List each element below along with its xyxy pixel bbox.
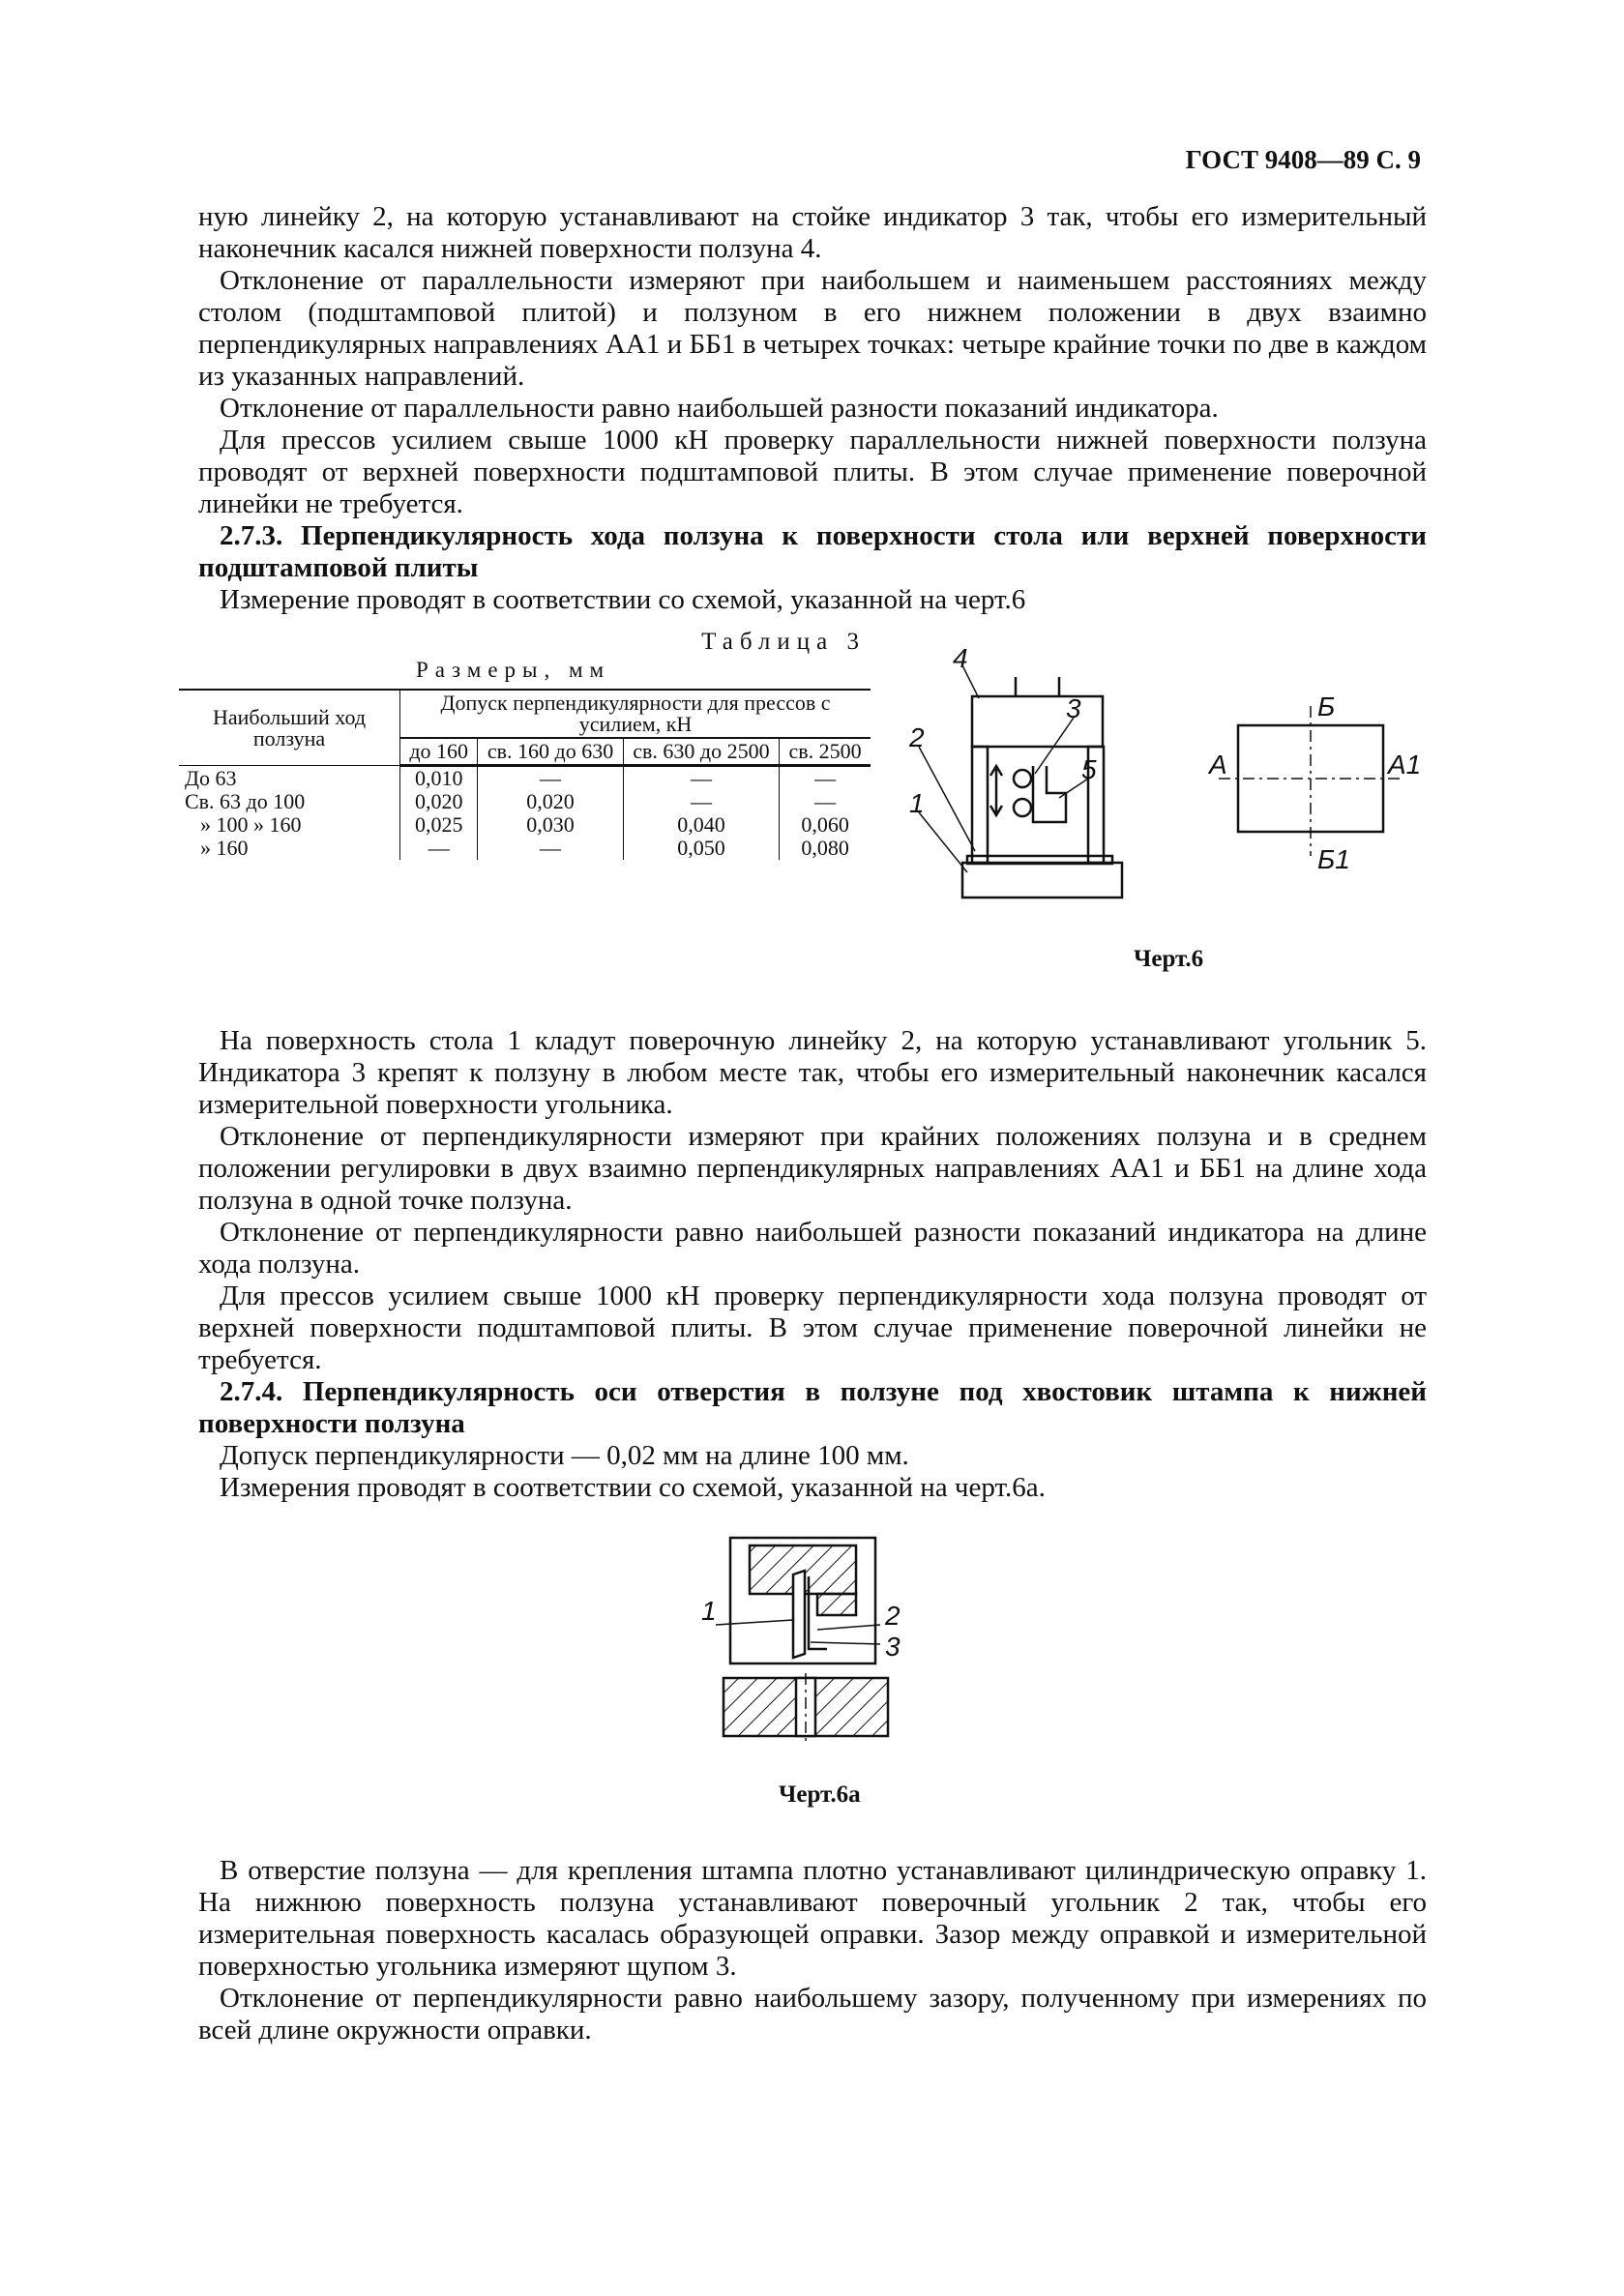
square-tool (1033, 766, 1066, 822)
section-number: 2.7.4. (220, 1376, 283, 1407)
table-cell: 0,080 (780, 837, 871, 860)
final-paragraph-2: Отклонение от перпендикулярности равно наибольшему зазору, полученному при измерениях по всей длине окружности оправки. (198, 1983, 1427, 2046)
label-2: 2 (885, 1601, 901, 1631)
mandrel (793, 1571, 805, 1658)
section-2-7-4-paragraph-2: Измерения проводят в соответствии со схемой, указанной на черт.6а. (220, 1472, 1046, 1503)
after-fig6-paragraph-3: Отклонение от перпендикулярности равно наибольшей разности показаний индикатора на длине хода ползуна. (198, 1217, 1427, 1280)
intro-paragraph-1: ную линейку 2, на которую устанавливают на стойке индикатор 3 так, чтобы его измерительный наконечник касался нижней поверхности ползуна 4. (198, 201, 1427, 264)
table-3 (179, 629, 885, 860)
table-cell: 0,010 (400, 766, 478, 791)
fig6a-caption: Черт.6а (779, 1781, 861, 1808)
label-2: 2 (909, 722, 925, 752)
label-3: 3 (1066, 693, 1081, 723)
table-row (179, 837, 871, 860)
sub-header: до 160 (400, 738, 478, 766)
table-cell: 0,020 (400, 790, 478, 813)
table-caption: Таблица 3 (701, 629, 866, 655)
tolerance-table (179, 689, 871, 860)
table-cell: » 100 » 160 (179, 813, 400, 837)
table-cell: — (780, 766, 871, 791)
label-A: А (1209, 750, 1227, 780)
section-2-7-4-heading (198, 1376, 1427, 1440)
table-cell: » 160 (179, 837, 400, 860)
table-row (179, 813, 871, 837)
table-cell: 0,060 (780, 813, 871, 837)
sub-header: св. 160 до 630 (478, 738, 623, 766)
final-block (198, 1855, 1427, 2046)
slide-block (972, 696, 1103, 747)
table-dimensions-note: Размеры, мм (416, 658, 611, 682)
col-header-group: Допуск перпендикулярности для прессов с усилием, кН (400, 690, 871, 738)
col-header-stroke: Наибольший ход ползуна (179, 690, 400, 766)
table-cell: 0,030 (478, 813, 623, 837)
section-number: 2.7.3. (220, 520, 283, 551)
label-1: 1 (701, 1596, 717, 1626)
fig6-caption: Черт.6 (1134, 946, 1204, 972)
intro-paragraph-3: Отклонение от параллельности равно наибольшей разности показаний индикатора. (220, 393, 1219, 424)
intro-paragraph-2: Отклонение от параллельности измеряют при наибольшем и наименьшем расстояниях между столом (подштамповой плитой) и ползуном в его нижнем положении в двух взаимно перпендикулярных направлениях АА1 и ББ1 в четырех точках: четыре крайние точки по две в каждом из указанных направлений. (198, 265, 1427, 392)
after-fig6-paragraph-1: На поверхность стола 1 кладут поверочную линейку 2, на которую устанавливают угольник 5. Индикатора 3 крепят к ползуну в любом месте так, чтобы его измерительный наконечник касался измерительной поверхности угольника. (198, 1025, 1427, 1120)
page-header: ГОСТ 9408—89 С. 9 (1185, 145, 1421, 174)
label-3: 3 (885, 1632, 901, 1662)
after-fig6-paragraph-2: Отклонение от перпендикулярности измеряют при крайних положениях ползуна и в среднем положении регулировки в двух взаимно перпендикулярных направлениях АА1 и ББ1 на длине хода ползуна в одной точке ползуна. (198, 1121, 1427, 1216)
sub-header: св. 630 до 2500 (623, 738, 779, 766)
label-1: 1 (909, 788, 925, 818)
table-cell: — (623, 790, 779, 813)
table-cell: 0,040 (623, 813, 779, 837)
section-2-7-3-paragraph: Измерение проводят в соответствии со схемой, указанной на черт.6 (220, 584, 1026, 615)
label-A1: А1 (1388, 750, 1422, 780)
section-2-7-3-heading (198, 520, 1427, 584)
table-block (962, 863, 1122, 898)
table-cell: 0,050 (623, 837, 779, 860)
table-row (179, 766, 871, 791)
sub-header: св. 2500 (780, 738, 871, 766)
fig6-direction-scheme (1209, 692, 1432, 880)
table-cell: Св. 63 до 100 (179, 790, 400, 813)
table-cell: 0,020 (478, 790, 623, 813)
section-title: Перпендикулярность оси отверстия в ползуне под хвостовик штампа к нижней поверхности ползуна (198, 1376, 1428, 1439)
intro-block (198, 201, 1427, 616)
label-B: Б (1317, 692, 1336, 721)
after-fig6-block (198, 1025, 1427, 1504)
indicator-icon (1014, 770, 1031, 787)
label-5: 5 (1081, 754, 1097, 784)
section-2-7-4-paragraph-1: Допуск перпендикулярности — 0,02 мм на длине 100 мм. (220, 1440, 909, 1471)
table-row (179, 790, 871, 813)
section-title: Перпендикулярность хода ползуна к поверхности стола или верхней поверхности подштамповой плиты (198, 520, 1428, 583)
column-left (972, 747, 988, 863)
after-fig6-paragraph-4: Для прессов усилием свыше 1000 кН проверку перпендикулярности хода ползуна проводят от верхней поверхности подштамповой плиты. В этом случае применение поверочной линейки не требуется. (198, 1280, 1427, 1375)
table-cell: — (400, 837, 478, 860)
fig6a-diagram (696, 1528, 948, 1760)
final-paragraph-1: В отверстие ползуна — для крепления штампа плотно устанавливают цилиндрическую оправку 1. На нижнюю поверхность ползуна устанавливают поверочный угольник 2 так, чтобы его измерительная поверхность касалась образующей оправки. Зазор между оправкой и измерительной поверхностью угольника измеряют щупом 3. (198, 1855, 1427, 1982)
table-cell: — (780, 790, 871, 813)
table-cell: — (478, 837, 623, 860)
table-cell: — (478, 766, 623, 791)
fig6-press-diagram (900, 643, 1161, 909)
table-cell: До 63 (179, 766, 400, 791)
intro-paragraph-4: Для прессов усилием свыше 1000 кН проверку параллельности нижней поверхности ползуна проводят от верхней поверхности подштамповой плиты. В этом случае применение поверочной линейки не требуется. (198, 425, 1427, 519)
table-cell: — (623, 766, 779, 791)
label-B1: Б1 (1317, 844, 1350, 874)
label-4: 4 (953, 643, 968, 673)
table-cell: 0,025 (400, 813, 478, 837)
